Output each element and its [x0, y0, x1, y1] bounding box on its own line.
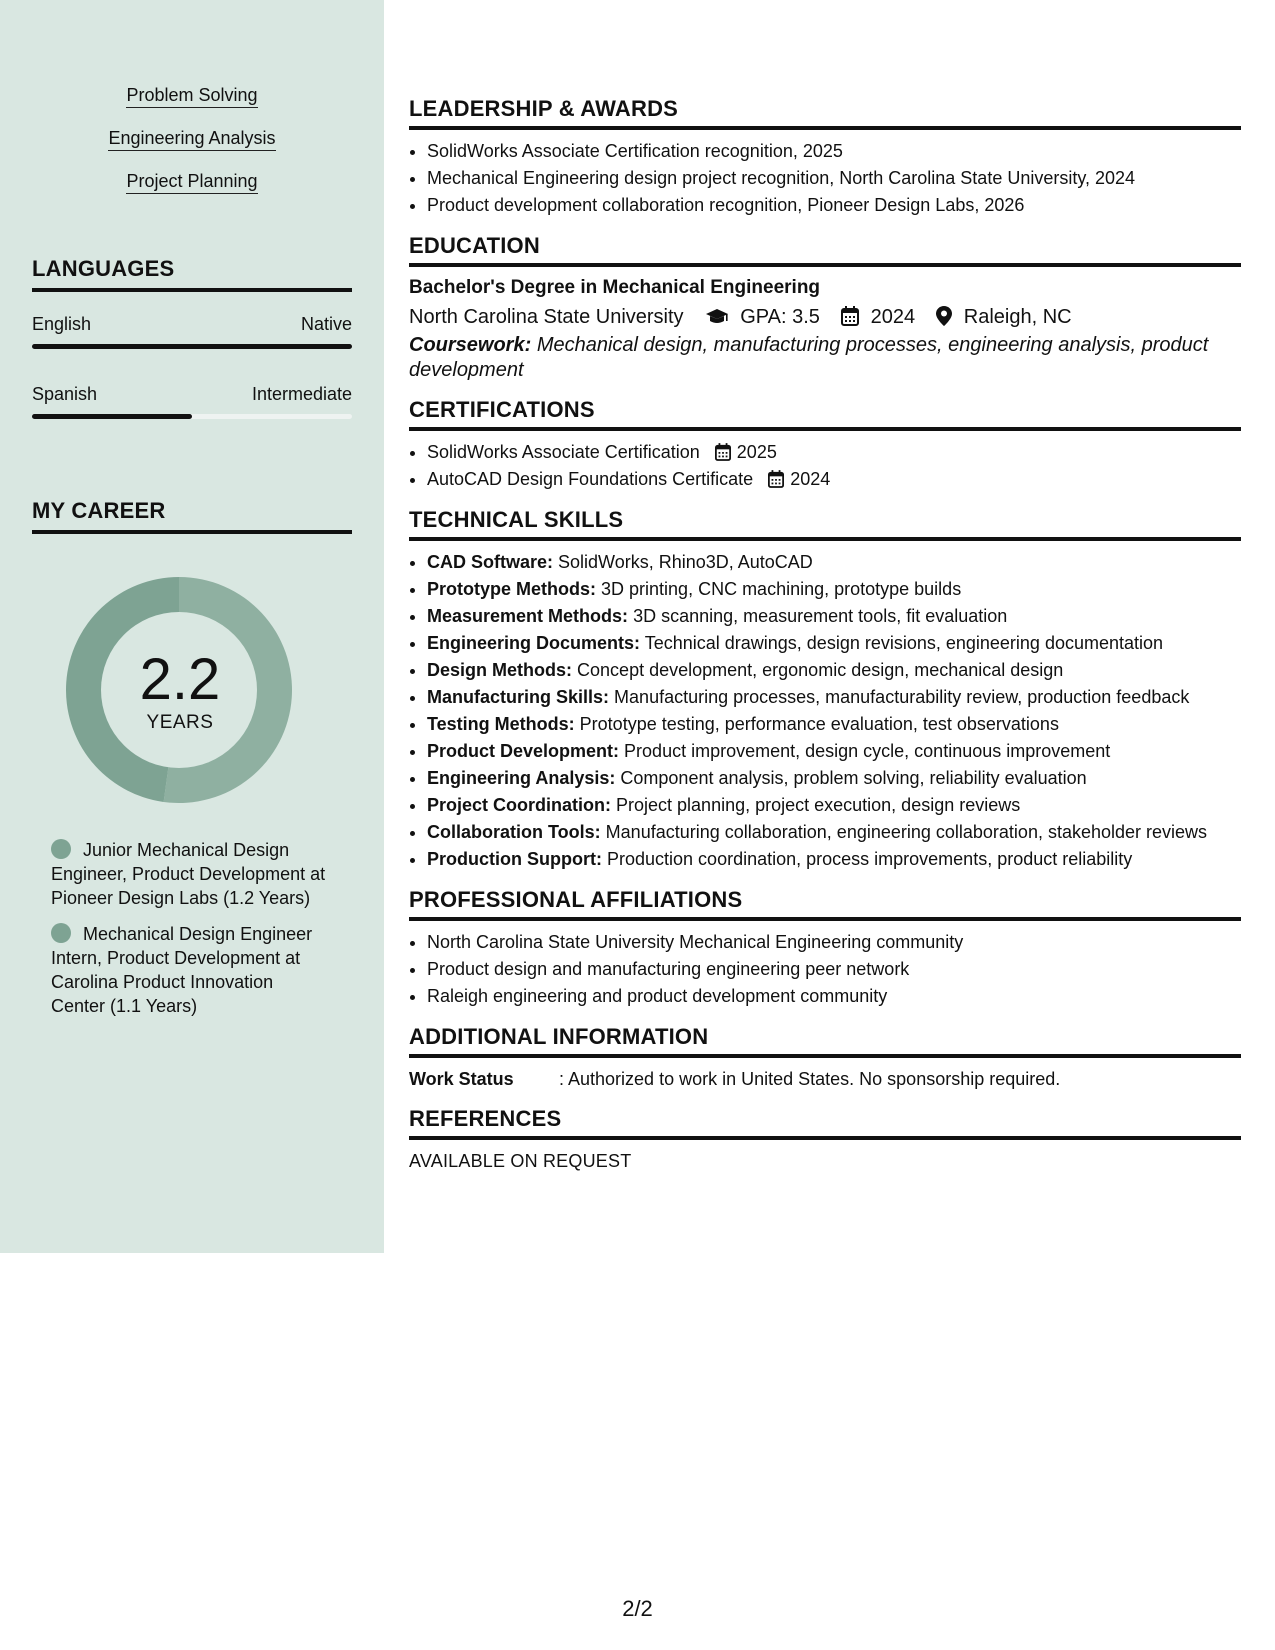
technical-skill-value: 3D printing, CNC machining, prototype builds — [601, 579, 962, 599]
school-location: Raleigh, NC — [963, 306, 1072, 328]
technical-skill-label: Project Coordination: — [427, 795, 611, 815]
list-item: • Raleigh engineering and product development community — [427, 983, 1241, 1010]
technical-skill-label: Engineering Documents: — [427, 633, 641, 653]
technical-skill-item — [427, 549, 1241, 576]
technical-skill-item — [427, 819, 1241, 846]
technical-skill-item — [427, 738, 1241, 765]
technical-skill-label: Product Development: — [427, 741, 620, 761]
technical-skill-value: Project planning, project execution, design reviews — [616, 795, 1021, 815]
technical-skills-section — [409, 507, 1241, 873]
technical-skill-label: Production Support: — [427, 849, 602, 869]
technical-skill-value: Component analysis, problem solving, reliability evaluation — [620, 768, 1087, 788]
coursework-label: Coursework: — [409, 334, 532, 356]
skill-link-engineering-analysis[interactable]: Engineering Analysis — [108, 127, 275, 151]
technical-skill-value: Prototype testing, performance evaluation, test observations — [579, 714, 1059, 734]
certification-item — [427, 439, 1241, 466]
skill-links — [0, 84, 384, 213]
list-item: • North Carolina State University Mechanical Engineering community — [427, 929, 1241, 956]
work-status-row — [409, 1066, 1241, 1092]
technical-skill-item — [427, 684, 1241, 711]
graduation-year: 2024 — [870, 306, 916, 328]
list-item: • Mechanical Engineering design project recognition, North Carolina State University, 2024 — [427, 165, 1241, 192]
technical-skill-value: 3D scanning, measurement tools, fit evaluation — [633, 606, 1008, 626]
calendar-icon — [841, 306, 859, 326]
location-pin-icon — [936, 306, 952, 326]
additional-info-section — [409, 1024, 1241, 1092]
gpa: GPA: 3.5 — [740, 306, 820, 328]
technical-skill-item — [427, 603, 1241, 630]
info-value: : Authorized to work in United States. No sponsorship required. — [559, 1069, 1061, 1089]
section-title: CERTIFICATIONS — [409, 397, 1241, 431]
references-text: AVAILABLE ON REQUEST — [409, 1151, 632, 1171]
certification-name: AutoCAD Design Foundations Certificate — [427, 469, 754, 489]
technical-skill-label: Design Methods: — [427, 660, 573, 680]
technical-skill-item — [427, 846, 1241, 873]
sidebar — [0, 0, 384, 1253]
career-dot-icon — [51, 923, 71, 943]
references-section — [409, 1106, 1241, 1174]
career-item — [51, 922, 331, 1018]
technical-skill-item — [427, 711, 1241, 738]
technical-skill-value: Manufacturing processes, manufacturability review, production feedback — [614, 687, 1190, 707]
section-title: REFERENCES — [409, 1106, 1241, 1140]
technical-skill-label: Collaboration Tools: — [427, 822, 601, 842]
technical-skill-value: SolidWorks, Rhino3D, AutoCAD — [558, 552, 813, 572]
language-level: Intermediate — [251, 384, 352, 404]
calendar-icon — [715, 443, 731, 461]
section-title: EDUCATION — [409, 233, 1241, 267]
education-section — [409, 233, 1241, 383]
language-name: Spanish — [32, 384, 98, 404]
language-bar-fill — [32, 344, 352, 349]
career-dot-icon — [51, 839, 71, 859]
section-title: LEADERSHIP & AWARDS — [409, 96, 1241, 130]
languages-heading: LANGUAGES — [32, 256, 352, 292]
technical-skill-item — [427, 576, 1241, 603]
affiliations-section — [409, 887, 1241, 1010]
section-title: PROFESSIONAL AFFILIATIONS — [409, 887, 1241, 921]
career-item-text: Junior Mechanical Design Engineer, Product Development at Pioneer Design Labs (1.2 Years) — [51, 840, 326, 908]
list-item: • Product design and manufacturing engineering peer network — [427, 956, 1241, 983]
technical-skills-list — [409, 549, 1241, 873]
language-bar-fill — [32, 414, 192, 419]
technical-skill-label: CAD Software: — [427, 552, 554, 572]
language-bar-english — [32, 344, 352, 349]
coursework-text: Mechanical design, manufacturing processes, engineering analysis, product development — [409, 334, 1209, 381]
technical-skill-label: Engineering Analysis: — [427, 768, 616, 788]
career-item — [51, 838, 331, 910]
technical-skill-value: Concept development, ergonomic design, mechanical design — [577, 660, 1064, 680]
info-key: Work Status — [409, 1069, 514, 1089]
technical-skill-item — [427, 765, 1241, 792]
degree-title: Bachelor's Degree in Mechanical Engineering — [409, 277, 821, 298]
career-list — [51, 838, 331, 1030]
list-item: • SolidWorks Associate Certification recognition, 2025 — [427, 138, 1241, 165]
section-title: ADDITIONAL INFORMATION — [409, 1024, 1241, 1058]
certification-date: 2025 — [736, 442, 777, 462]
certification-item — [427, 466, 1241, 493]
leadership-section — [409, 96, 1241, 219]
technical-skill-label: Prototype Methods: — [427, 579, 596, 599]
calendar-icon — [768, 470, 784, 488]
skill-link-problem-solving[interactable]: Problem Solving — [126, 84, 257, 108]
technical-skill-label: Manufacturing Skills: — [427, 687, 610, 707]
language-name: English — [32, 314, 92, 334]
technical-skill-label: Testing Methods: — [427, 714, 575, 734]
page-number: 2/2 — [622, 1596, 653, 1621]
list-item: • Product development collaboration recognition, Pioneer Design Labs, 2026 — [427, 192, 1241, 219]
career-total-years: 2.2 — [139, 647, 221, 712]
career-item-text: Mechanical Design Engineer Intern, Product Development at Carolina Product Innovation Center (1.1 Years) — [51, 924, 313, 1016]
certification-date: 2024 — [790, 469, 831, 489]
technical-skill-value: Manufacturing collaboration, engineering collaboration, stakeholder reviews — [605, 822, 1208, 842]
technical-skill-label: Measurement Methods: — [427, 606, 629, 626]
language-bar-spanish — [32, 414, 352, 419]
technical-skill-value: Product improvement, design cycle, continuous improvement — [624, 741, 1111, 761]
technical-skill-item — [427, 657, 1241, 684]
coursework — [409, 333, 1241, 383]
technical-skill-item — [427, 792, 1241, 819]
skill-link-project-planning[interactable]: Project Planning — [126, 170, 257, 194]
technical-skill-value: Technical drawings, design revisions, engineering documentation — [644, 633, 1164, 653]
language-level: Native — [300, 314, 352, 334]
education-meta — [409, 301, 1241, 333]
graduation-cap-icon — [705, 308, 729, 326]
certification-name: SolidWorks Associate Certification — [427, 442, 700, 462]
section-title: TECHNICAL SKILLS — [409, 507, 1241, 541]
main-content — [409, 96, 1241, 1188]
certifications-section — [409, 397, 1241, 493]
career-total-unit: YEARS — [146, 712, 214, 733]
technical-skill-value: Production coordination, process improvements, product reliability — [607, 849, 1133, 869]
school-name: North Carolina State University — [409, 306, 684, 328]
technical-skill-item — [427, 630, 1241, 657]
career-heading: MY CAREER — [32, 498, 352, 534]
